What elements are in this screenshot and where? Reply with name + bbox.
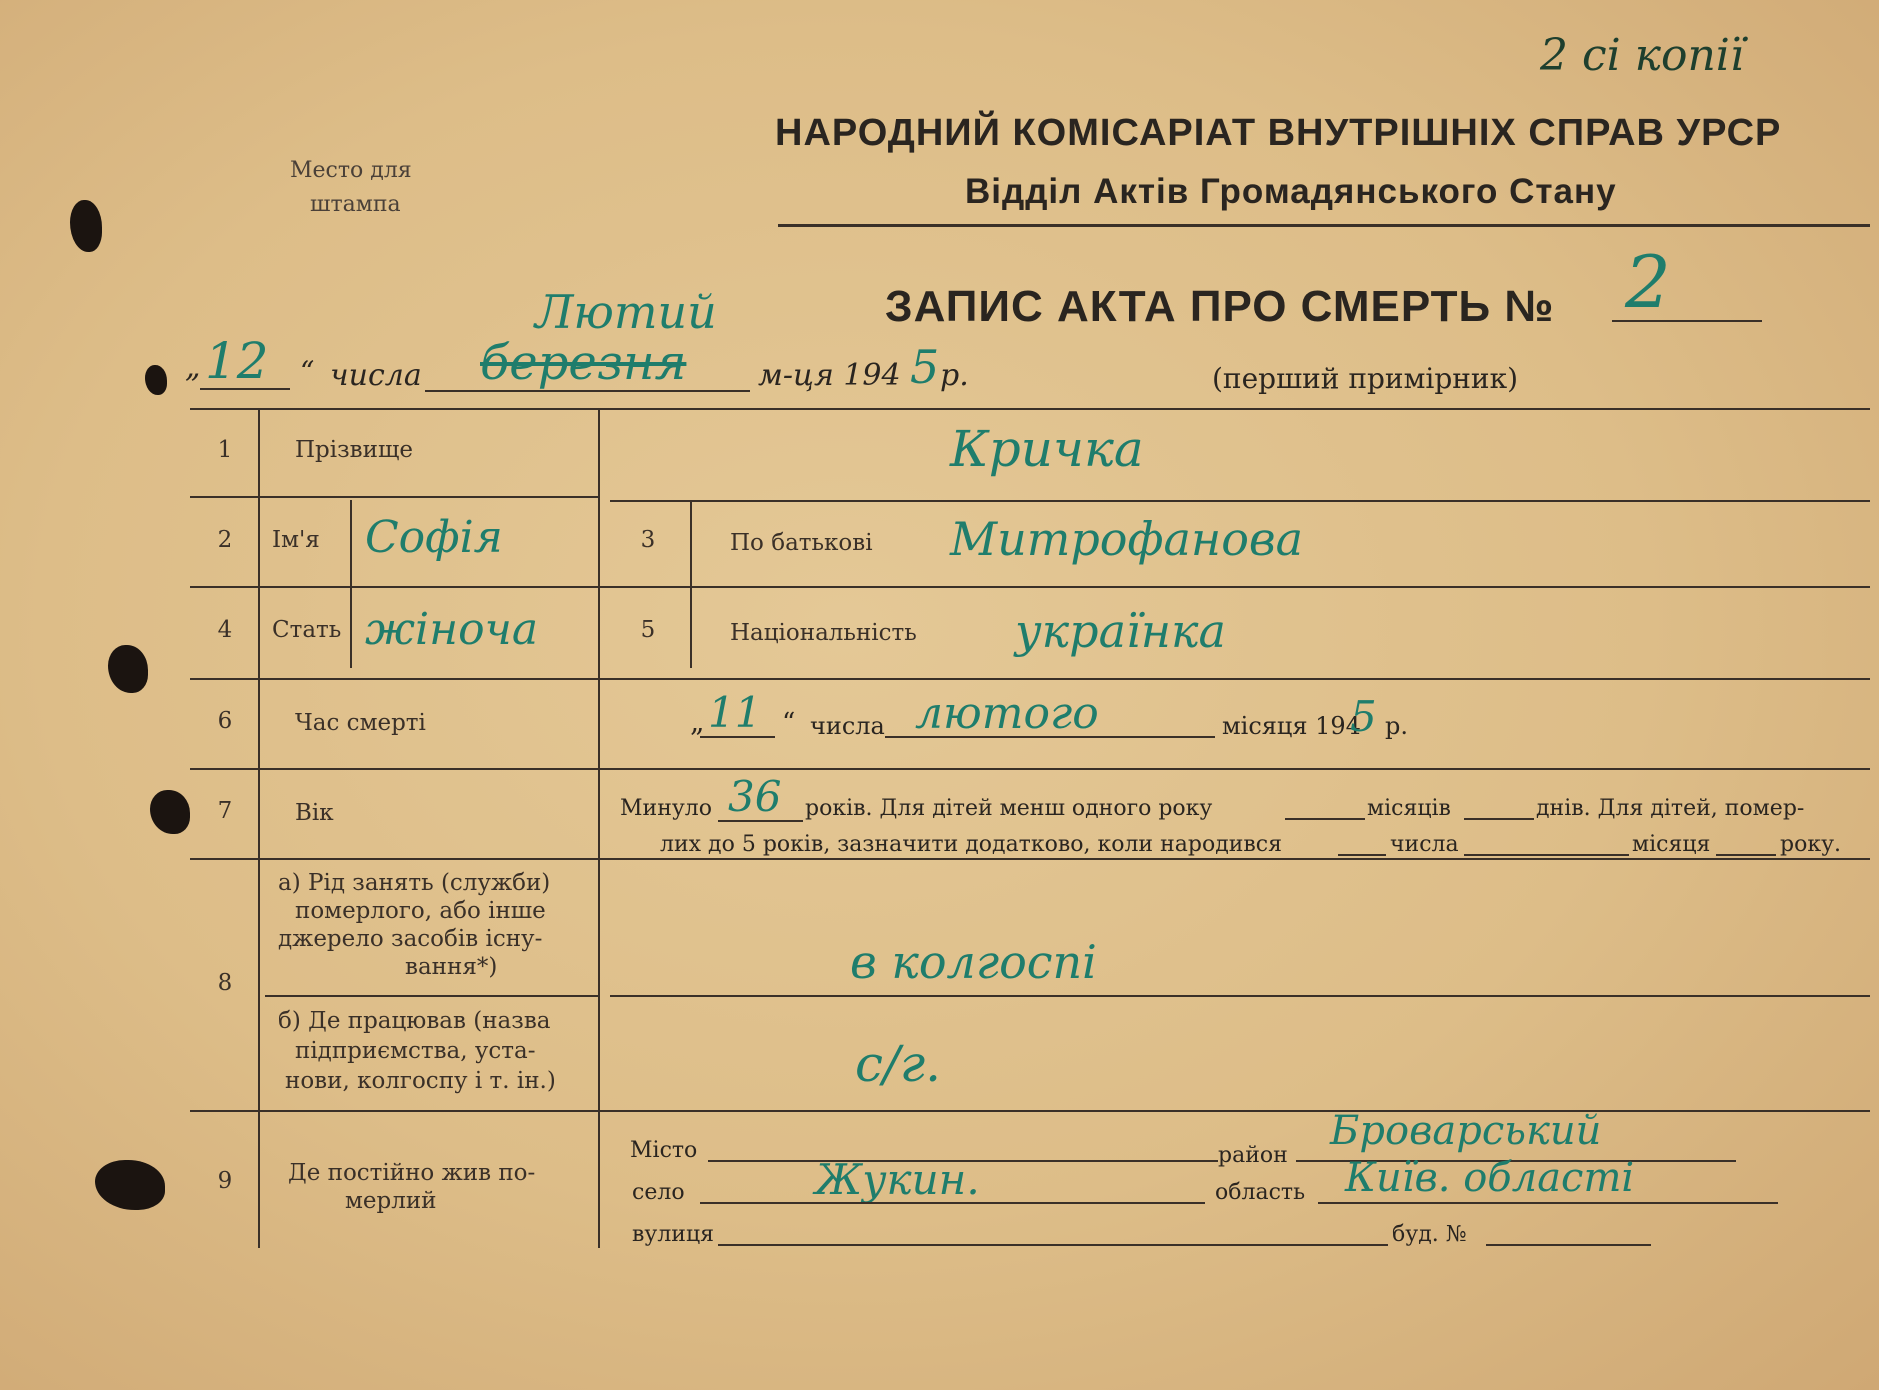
row-rule [190,768,1870,770]
death-month-label: місяця 194 [1222,712,1361,740]
district-label: район [1218,1143,1288,1168]
table-col-rule [690,500,692,668]
age-line [718,820,803,822]
age-text-1: років. Для дітей менш одного року [805,796,1213,821]
sex-label: Стать [272,617,342,643]
table-top-rule [190,408,1870,410]
death-open-quote: „ [690,705,705,738]
row-rule [610,500,1870,502]
binder-hole [145,365,167,395]
district-value: Броварський [1330,1108,1602,1154]
workplace-value: с/г. [855,1035,942,1093]
row-rule [265,995,600,997]
row-rule [190,586,1870,588]
row-rule [190,858,1870,860]
death-day: 11 [708,688,762,737]
month-line [425,390,750,392]
age-months-line [1285,818,1365,820]
row-number: 8 [217,970,233,996]
patronymic-value: Митрофанова [950,512,1304,566]
copy-note: (перший примірник) [1212,362,1518,395]
age-value: 36 [728,772,782,821]
row-number: 3 [640,527,656,553]
death-day-line [700,736,775,738]
death-day-label: числа [810,712,885,740]
birth-month-label: місяця [1632,832,1711,857]
row-number: 1 [217,437,233,463]
first-name-value: Софія [365,512,503,563]
day-label: числа [330,358,422,393]
stamp-place-label: Место для [290,158,412,183]
row-number: 6 [217,708,233,734]
workplace-label-1: б) Де працював (назва [278,1008,551,1034]
record-title: ЗАПИС АКТА ПРО СМЕРТЬ № [885,282,1555,331]
birth-year-line [1716,854,1776,856]
age-days-label: днів. Для дітей, помер- [1536,796,1805,821]
date-open-quote: „ [185,350,201,385]
residence-label-1: Де постійно жив по- [288,1160,536,1186]
age-days-line [1464,818,1534,820]
day-line [200,388,290,390]
year-suffix: р. [940,358,969,393]
row-rule [190,496,600,498]
workplace-label-3: нови, колгоспу і т. ін.) [285,1068,556,1094]
surname-value: Кричка [950,420,1144,478]
occupation-value: в колгоспі [850,935,1097,989]
registration-month-correction: Лютий [535,285,717,339]
record-number-line [1612,320,1762,322]
sex-value: жіноча [365,604,539,655]
row-rule [190,1110,1870,1112]
table-col-rule [598,408,600,1248]
birth-day-label: числа [1390,832,1459,857]
region-line [1318,1202,1778,1204]
occupation-label-3: джерело засобів існу- [278,926,543,952]
row-number: 7 [217,798,233,824]
village-value: Жукин. [815,1155,980,1204]
death-year-digit: 5 [1350,692,1377,741]
row-number: 2 [217,527,233,553]
age-months-label: місяців [1367,796,1451,821]
surname-label: Прізвище [295,437,413,463]
age-text-2: лих до 5 років, зазначити додатково, коли народився [660,832,1282,857]
village-line [700,1202,1205,1204]
village-label: село [632,1180,685,1205]
table-col-rule [350,500,352,668]
registration-month: березня [480,335,687,391]
binder-hole [108,645,148,693]
registration-year-digit: 5 [910,340,940,394]
occupation-label-2: померлого, або інше [295,898,546,924]
corner-note: 2 сі копії [1540,30,1744,81]
row-number: 5 [640,617,656,643]
stamp-place-label-2: штампа [310,192,401,217]
house-line [1486,1244,1651,1246]
binder-hole [150,790,190,834]
row-number: 9 [217,1168,233,1194]
department-heading: Відділ Актів Громадянського Стану [965,172,1617,211]
patronymic-label: По батькові [730,530,873,556]
age-prefix: Минуло [620,796,713,821]
residence-label-2: мерлий [345,1188,437,1214]
house-label: буд. № [1392,1222,1467,1247]
row-number: 4 [217,617,233,643]
row-rule [190,678,1870,680]
registration-day: 12 [205,332,269,390]
month-label: м-ця 194 [758,358,901,393]
nationality-label: Національність [730,620,917,646]
row-rule [610,995,1870,997]
age-label: Вік [295,800,334,826]
occupation-label-1: а) Рід занять (служби) [278,870,551,896]
death-close-quote: “ [782,708,796,738]
header-rule [778,224,1870,227]
street-line [718,1244,1388,1246]
binder-hole [95,1160,165,1210]
region-label: область [1215,1180,1306,1205]
street-label: вулиця [632,1222,714,1247]
birth-month-line [1464,854,1629,856]
death-year-suffix: р. [1385,712,1408,740]
ministry-heading: НАРОДНИЙ КОМІСАРІАТ ВНУТРІШНІХ СПРАВ УРСР [775,112,1782,154]
birth-day-line [1338,854,1386,856]
record-number: 2 [1625,240,1671,324]
death-month-line [885,736,1215,738]
workplace-label-2: підприємства, уста- [295,1038,536,1064]
death-time-label: Час смерті [295,710,426,736]
occupation-label-4: вання*) [405,954,498,980]
first-name-label: Ім'я [272,527,320,553]
table-col-rule [258,408,260,1248]
death-month: лютого [915,688,1099,739]
date-close-quote: “ [300,355,315,388]
binder-hole [70,200,102,252]
nationality-value: українка [1015,604,1226,658]
city-label: Місто [630,1138,698,1163]
region-value: Київ. області [1345,1155,1635,1201]
birth-year-label: року. [1780,832,1842,857]
